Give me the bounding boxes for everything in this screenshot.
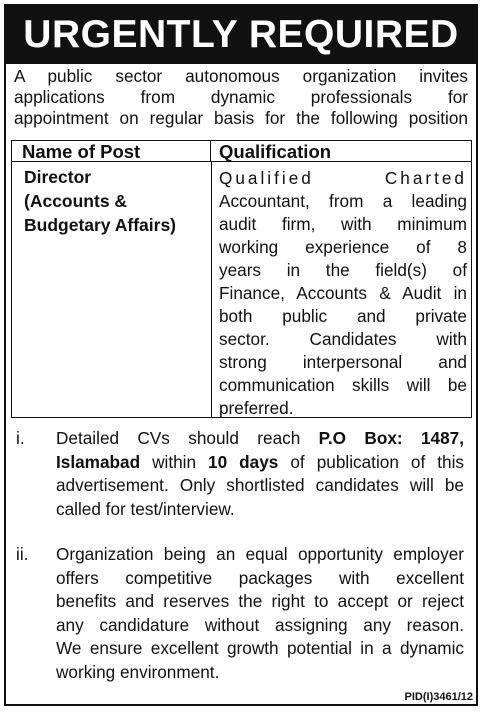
point-number: i.: [16, 428, 25, 448]
point-number: ii.: [16, 544, 29, 564]
qualification-line: Finance, Accounts & Audit in: [219, 283, 467, 303]
qualification-line: Qualified Charted: [219, 168, 467, 188]
point-text-run: of publication of this: [278, 451, 464, 472]
point-line: benefits and reserves the right to accept or reject: [56, 591, 464, 611]
intro-line: A public sector autonomous organization invites: [14, 66, 468, 86]
headline-text: URGENTLY REQUIRED: [23, 13, 459, 56]
point-line: working environment.: [56, 661, 220, 682]
point-line: Organization being an equal opportunity employer: [56, 544, 464, 564]
point-line: advertisement. Only shortlisted candidates will be: [56, 475, 464, 495]
point-line: [56, 451, 464, 475]
point-line: any candidature without assigning any reason.: [56, 614, 464, 635]
point-line: We ensure excellent growth potential in a dynamic: [56, 638, 464, 658]
headline-banner: [6, 6, 476, 64]
qualification-text: [219, 167, 467, 420]
point-line: [56, 427, 464, 451]
intro-line: applications from dynamic professionals for: [14, 87, 468, 107]
header-qualification: Qualification: [211, 141, 471, 162]
qualification-line: strong interpersonal and: [219, 352, 467, 372]
qualification-line: Accountant, from a leading: [219, 191, 467, 211]
qualification-line: communication skills will be: [219, 375, 467, 395]
point-line: called for test/interview.: [56, 498, 235, 519]
deadline: 10 days: [208, 451, 279, 472]
post-title: [24, 165, 219, 237]
qualification-line: preferred.: [219, 398, 294, 418]
point-line: offers competitive packages with excellent: [56, 567, 464, 588]
point-text-run: within: [140, 451, 209, 472]
point-text: [56, 427, 464, 521]
post-line: Budgetary Affairs): [24, 215, 177, 235]
qualification-line: working experience of 8: [219, 237, 467, 257]
qualification-line: audit firm, with minimum: [219, 214, 467, 234]
city-name: Islamabad: [56, 451, 141, 472]
qualification-line: sector. Candidates with: [219, 329, 467, 349]
point-text-run: Detailed CVs should reach: [56, 428, 319, 448]
position-table: [11, 140, 472, 418]
post-line: Director: [24, 167, 92, 187]
po-box-address: P.O Box: 1487,: [318, 428, 464, 448]
qualification-line: years in the field(s) of: [219, 260, 467, 280]
intro-paragraph: [14, 66, 468, 129]
header-name-of-post: Name of Post: [12, 141, 211, 162]
post-line: (Accounts &: [24, 191, 128, 211]
qualification-line: both public and private: [219, 306, 467, 326]
job-advertisement: [4, 4, 478, 706]
point-text: [56, 543, 464, 684]
publication-reference: PID(I)3461/12: [404, 691, 473, 703]
intro-line: appointment on regular basis for the following position: [14, 108, 468, 128]
